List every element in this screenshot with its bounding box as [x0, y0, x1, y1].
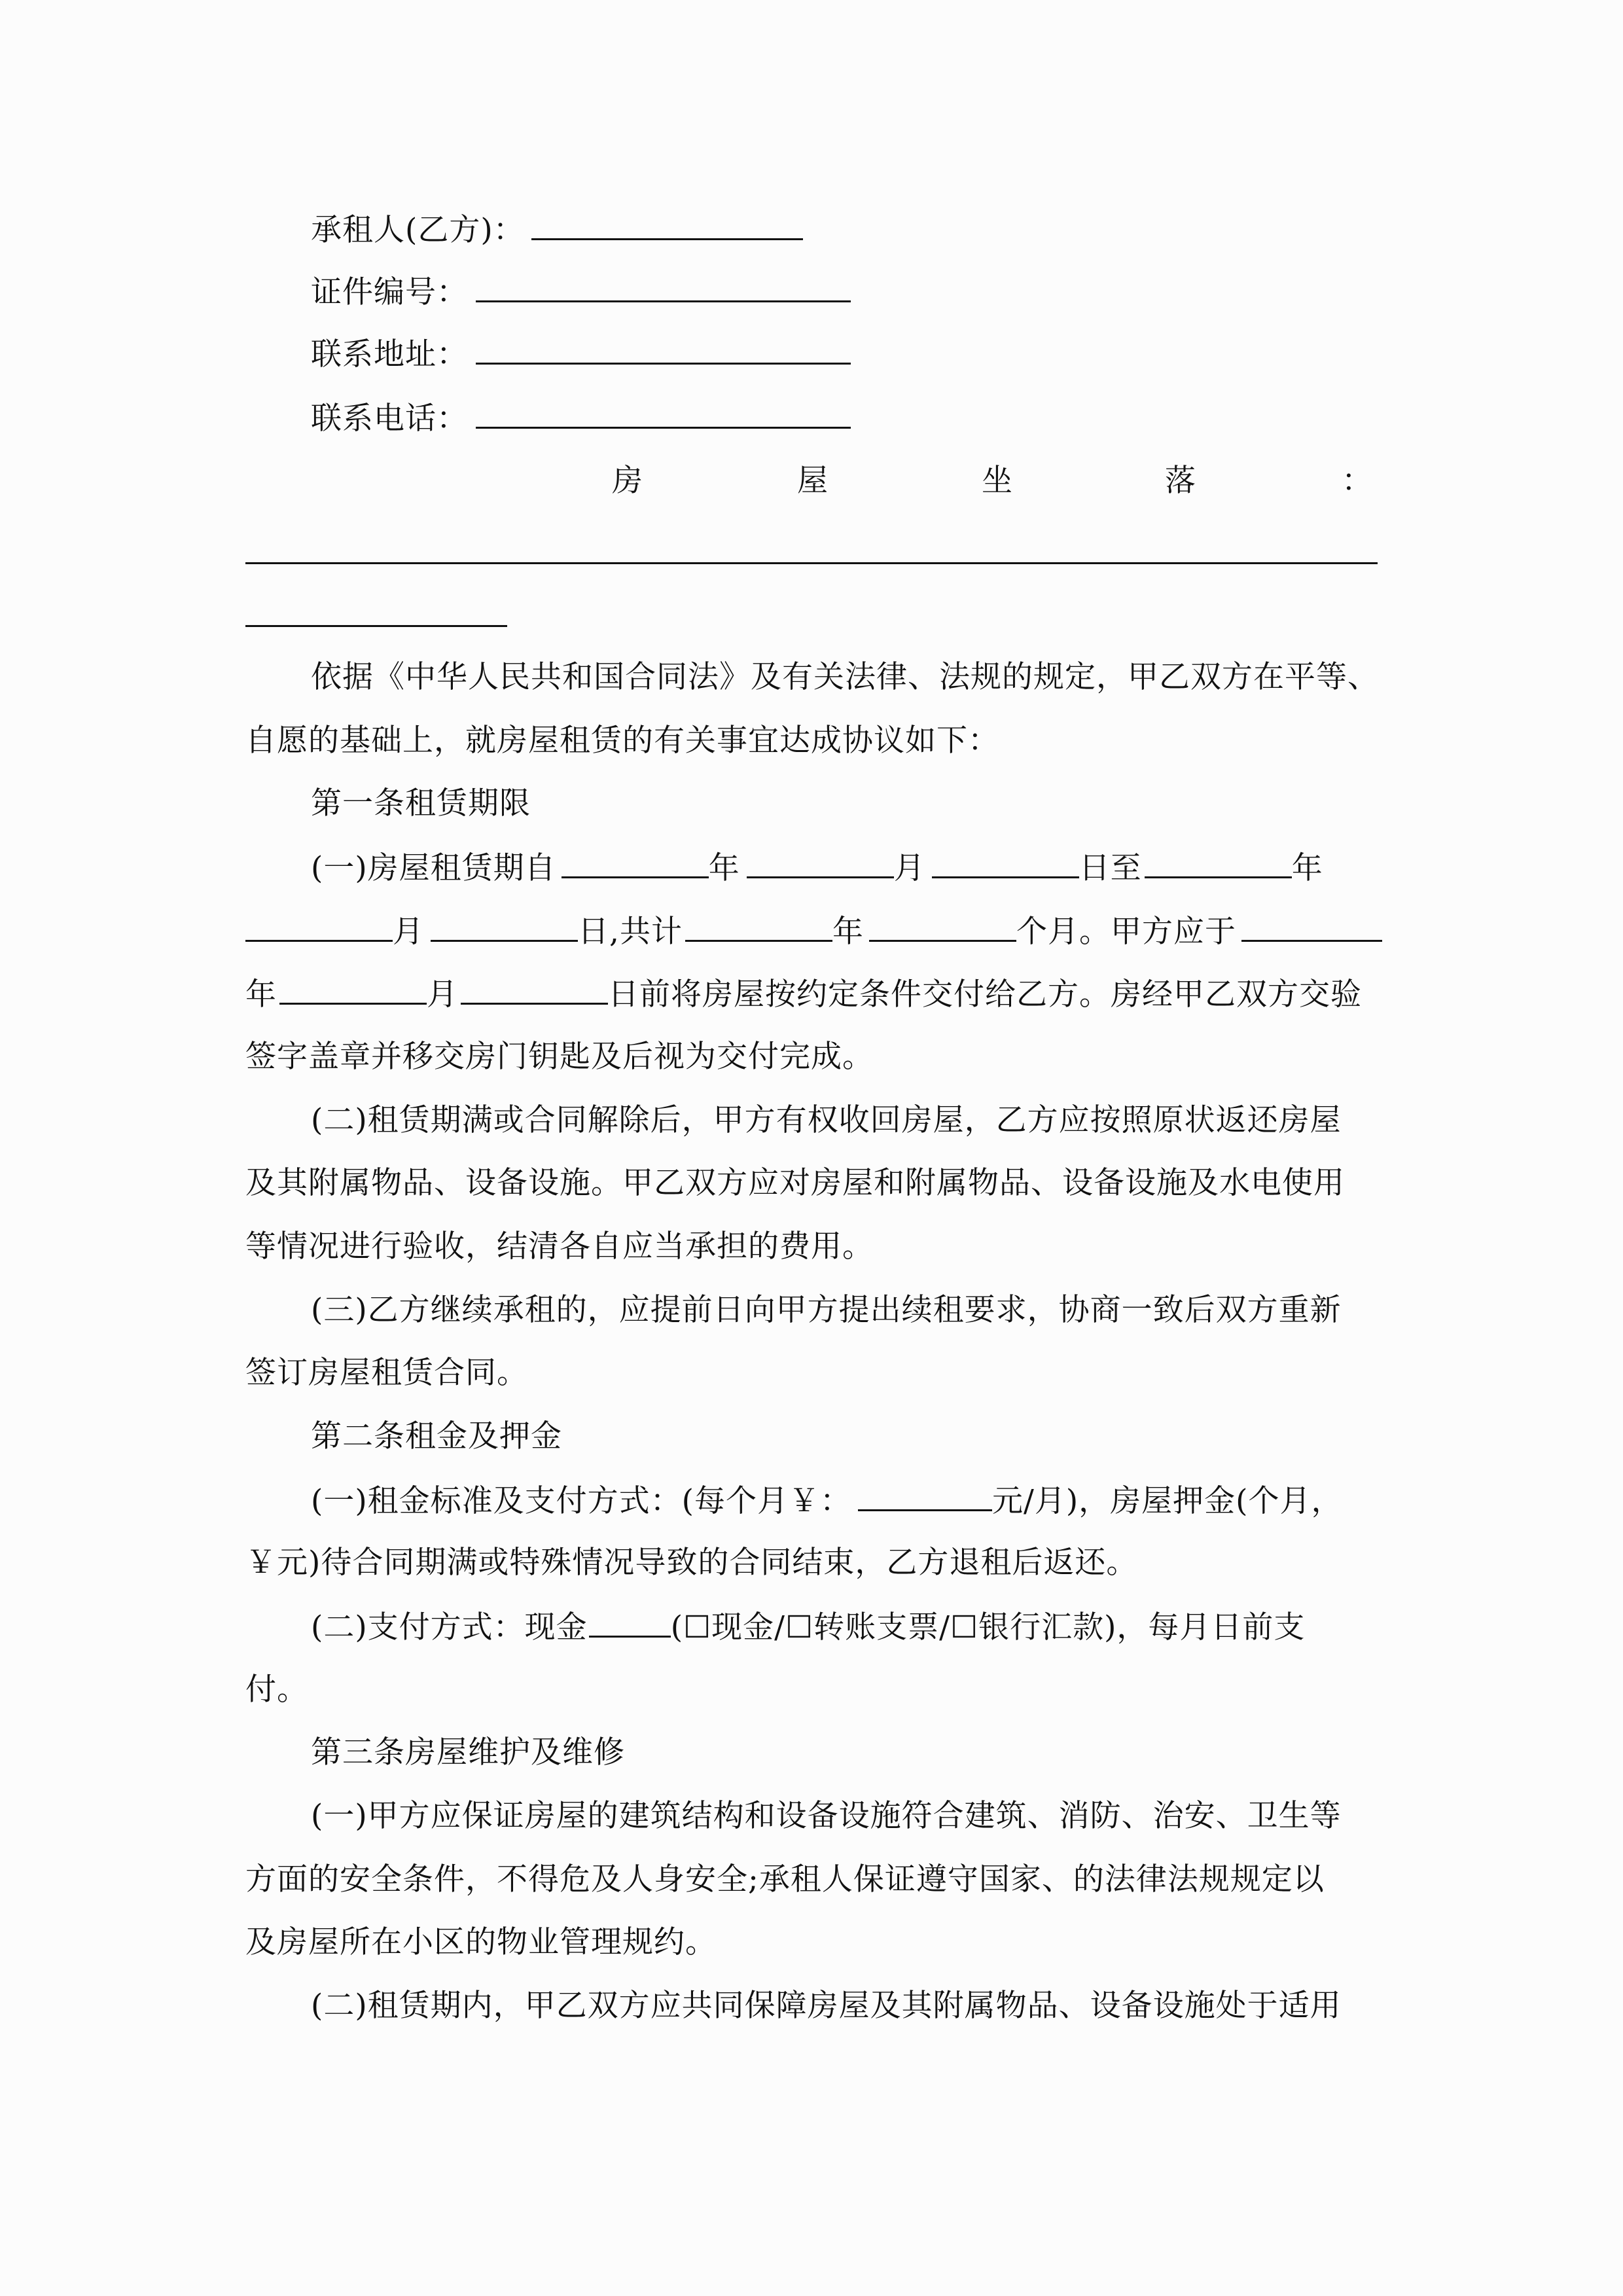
- lease-period-label: (一)房屋租赁期自: [311, 850, 556, 886]
- article-1-clause-3-line-1: (三)乙方继续承租的，应提前日向甲方提出续租要求，协商一致后双方重新: [311, 1292, 1342, 1328]
- end-year-unit: 年: [1291, 850, 1323, 886]
- phone-blank[interactable]: [476, 398, 851, 429]
- delivery-year-unit: 年: [245, 977, 277, 1013]
- location-blank-line-1[interactable]: [245, 562, 1378, 564]
- total-label: 日,共计: [578, 914, 683, 950]
- location-blank-line-2[interactable]: [245, 625, 507, 627]
- start-month-unit: 月: [893, 850, 925, 886]
- start-day-to: 日至: [1079, 850, 1142, 886]
- article-3-clause-2-line-1: (二)租赁期内，甲乙双方应共同保障房屋及其附属物品、设备设施处于适用: [311, 1988, 1342, 2024]
- id-number-field: [311, 272, 1446, 312]
- tenant-label: 承租人(乙方)：: [311, 212, 525, 248]
- article-3-clause-1-line-1: (一)甲方应保证房屋的建筑结构和设备设施符合建筑、消防、治安、卫生等: [311, 1798, 1342, 1834]
- article-2-clause-2-line-2: 付。: [245, 1672, 308, 1708]
- tenant-blank[interactable]: [531, 209, 803, 240]
- payment-method-blank[interactable]: [589, 1607, 671, 1638]
- payment-method-label: (二)支付方式：现金: [311, 1609, 588, 1645]
- article-1-clause-2-line-2: 及其附属物品、设备设施。甲乙双方应对房屋和附属物品、设备设施及水电使用: [245, 1165, 1345, 1201]
- article-2-clause-1-line-2: ￥元)待合同期满或特殊情况导致的合同结束，乙方退租后返还。: [245, 1545, 1138, 1581]
- article-1-clause-1-line-1: [311, 848, 1446, 888]
- phone-field: [311, 398, 1446, 439]
- total-months-label: 个月。甲方应于: [1016, 914, 1236, 950]
- article-1-clause-1-line-2: [245, 911, 1381, 952]
- total-years-unit: 年: [832, 914, 864, 950]
- preamble-line-1: 依据《中华人民共和国合同法》及有关法律、法规的规定，甲乙双方在平等、: [311, 659, 1379, 695]
- location-char-2: 屋: [797, 463, 828, 499]
- article-2-title: 第二条租金及押金: [311, 1418, 562, 1454]
- end-day-blank[interactable]: [431, 911, 578, 942]
- id-number-blank[interactable]: [476, 272, 851, 302]
- address-label: 联系地址：: [311, 336, 468, 372]
- end-year-blank[interactable]: [1145, 848, 1292, 878]
- location-char-3: 坐: [982, 463, 1012, 499]
- start-year-unit: 年: [708, 850, 740, 886]
- article-3-title: 第三条房屋维护及维修: [311, 1734, 625, 1770]
- rent-standard-label: (一)租金标准及支付方式：(每个月￥：: [311, 1483, 852, 1519]
- location-char-4: 落: [1165, 463, 1196, 499]
- end-month-unit: 月: [393, 914, 424, 950]
- start-day-blank[interactable]: [932, 848, 1079, 878]
- preamble-line-2: 自愿的基础上，就房屋租赁的有关事宜达成协议如下：: [245, 723, 999, 759]
- address-field: [311, 334, 1446, 374]
- article-1-clause-1-line-3: [245, 974, 1381, 1014]
- article-3-clause-1-line-3: 及房屋所在小区的物业管理规约。: [245, 1924, 717, 1960]
- article-1-clause-2-line-3: 等情况进行验收，结清各自应当承担的费用。: [245, 1229, 874, 1265]
- phone-label: 联系电话：: [311, 401, 468, 437]
- delivery-tail: 日前将房屋按约定条件交付给乙方。房经甲乙双方交验: [608, 977, 1362, 1013]
- article-1-clause-2-line-1: (二)租赁期满或合同解除后，甲方有权收回房屋，乙方应按照原状返还房屋: [311, 1102, 1342, 1138]
- id-number-label: 证件编号：: [311, 274, 468, 310]
- article-2-clause-2-line-1: [311, 1607, 1446, 1647]
- delivery-day-blank[interactable]: [461, 974, 608, 1005]
- tenant-field: [311, 209, 1446, 250]
- delivery-year-blank[interactable]: [1241, 911, 1382, 942]
- start-year-blank[interactable]: [562, 848, 709, 878]
- rent-unit-deposit: 元/月)，房屋押金(个月，: [992, 1483, 1343, 1519]
- article-1-clause-1-line-4: 签字盖章并移交房门钥匙及后视为交付完成。: [245, 1039, 874, 1075]
- location-char-1: 房: [612, 463, 643, 499]
- article-2-clause-1-line-1: [311, 1480, 1446, 1521]
- start-month-blank[interactable]: [747, 848, 894, 878]
- article-3-clause-1-line-2: 方面的安全条件，不得危及人身安全;承租人保证遵守国家、的法律法规规定以: [245, 1861, 1325, 1897]
- payment-method-options: (☐现金/☐转账支票/☐银行汇款)，每月日前支: [670, 1609, 1306, 1645]
- article-1-clause-3-line-2: 签订房屋租赁合同。: [245, 1355, 528, 1391]
- address-blank[interactable]: [476, 334, 851, 365]
- article-1-title: 第一条租赁期限: [311, 785, 531, 821]
- delivery-month-blank[interactable]: [279, 974, 427, 1005]
- monthly-rent-blank[interactable]: [858, 1480, 992, 1511]
- total-years-blank[interactable]: [685, 911, 832, 942]
- end-month-blank[interactable]: [245, 911, 393, 942]
- delivery-month-unit: 月: [427, 977, 458, 1013]
- location-colon: ：: [1342, 463, 1372, 499]
- total-months-blank[interactable]: [869, 911, 1016, 942]
